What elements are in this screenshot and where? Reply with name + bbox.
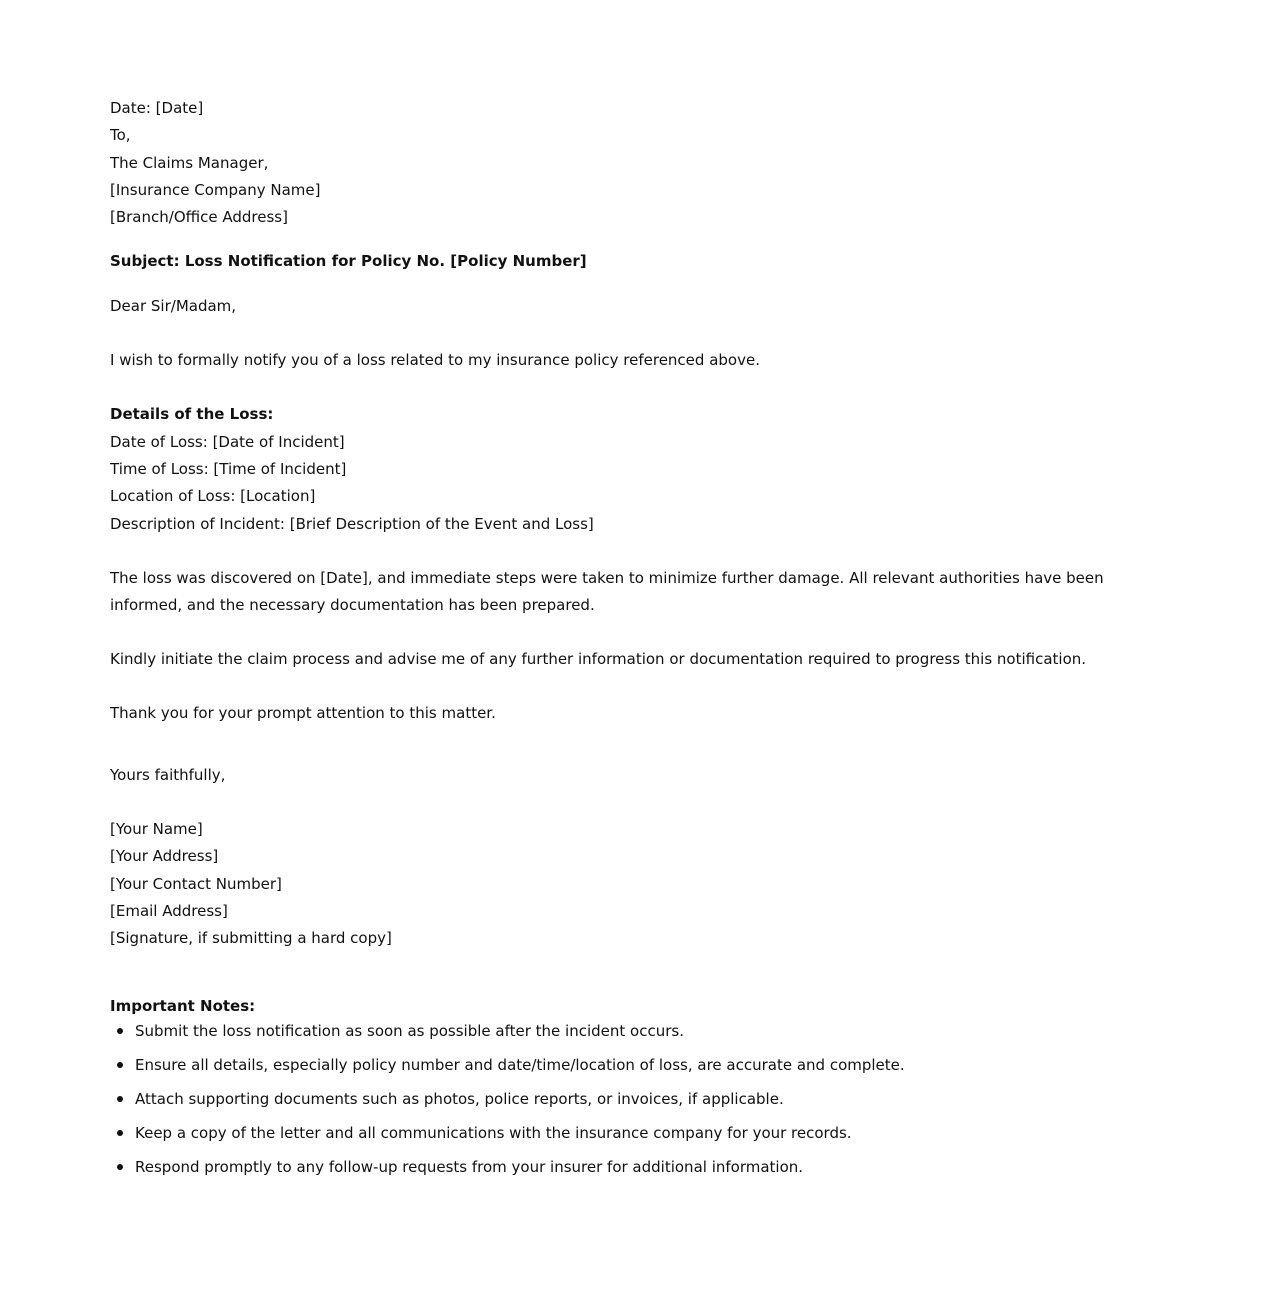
note-text: Respond promptly to any follow-up requests from your insurer for additional information.	[135, 1157, 804, 1176]
thanks-paragraph: Thank you for your prompt attention to this matter.	[110, 703, 496, 722]
intro-paragraph: I wish to formally notify you of a loss related to my insurance policy referenced above.	[110, 351, 760, 370]
signature-address: [Your Address]	[110, 847, 219, 866]
loss-description: Description of Incident: [Brief Description of the Event and Loss]	[110, 514, 594, 533]
letter-header	[110, 95, 1153, 231]
note-text: Submit the loss notification as soon as possible after the incident occurs.	[135, 1021, 684, 1040]
loss-details-heading: Details of the Loss:	[110, 405, 274, 424]
bullet-icon	[117, 1164, 123, 1170]
recipient-company: [Insurance Company Name]	[110, 180, 321, 199]
signature-email: [Email Address]	[110, 902, 228, 921]
signature-block	[110, 816, 1153, 952]
request-paragraph: Kindly initiate the claim process and advise me of any further information or documentation required to progress this notification.	[110, 649, 1087, 668]
loss-time: Time of Loss: [Time of Incident]	[110, 459, 347, 478]
notes-heading: Important Notes:	[110, 996, 256, 1015]
signature-contact: [Your Contact Number]	[110, 874, 282, 893]
recipient-title: The Claims Manager,	[110, 153, 269, 172]
letter-subject: Subject: Loss Notification for Policy No. [Policy Number]	[110, 252, 587, 271]
note-text: Ensure all details, especially policy number and date/time/location of loss, are accurate and complete.	[135, 1055, 905, 1074]
salutation: Dear Sir/Madam,	[110, 296, 237, 315]
list-item	[110, 1156, 1153, 1178]
notes-list	[110, 1020, 1153, 1178]
note-text: Keep a copy of the letter and all communications with the insurance company for your records.	[135, 1123, 852, 1142]
loss-location: Location of Loss: [Location]	[110, 487, 316, 506]
letter-to: To,	[110, 126, 131, 145]
loss-details	[110, 401, 1153, 537]
bullet-icon	[117, 1096, 123, 1102]
letter-date: Date: [Date]	[110, 99, 204, 117]
note-text: Attach supporting documents such as photos, police reports, or invoices, if applicable.	[135, 1089, 784, 1108]
list-item	[110, 1122, 1153, 1144]
closing: Yours faithfully,	[110, 765, 226, 784]
recipient-address: [Branch/Office Address]	[110, 208, 288, 227]
loss-date: Date of Loss: [Date of Incident]	[110, 432, 345, 451]
bullet-icon	[117, 1028, 123, 1034]
signature-sign: [Signature, if submitting a hard copy]	[110, 929, 392, 948]
list-item	[110, 1020, 1153, 1042]
bullet-icon	[117, 1130, 123, 1136]
list-item	[110, 1088, 1153, 1110]
discovery-paragraph: The loss was discovered on [Date], and immediate steps were taken to minimize further damage. All relevant authorities have been informed, and the necessary documentation has been prepared.	[110, 568, 1104, 614]
list-item	[110, 1054, 1153, 1076]
signature-name: [Your Name]	[110, 820, 203, 839]
bullet-icon	[117, 1062, 123, 1068]
